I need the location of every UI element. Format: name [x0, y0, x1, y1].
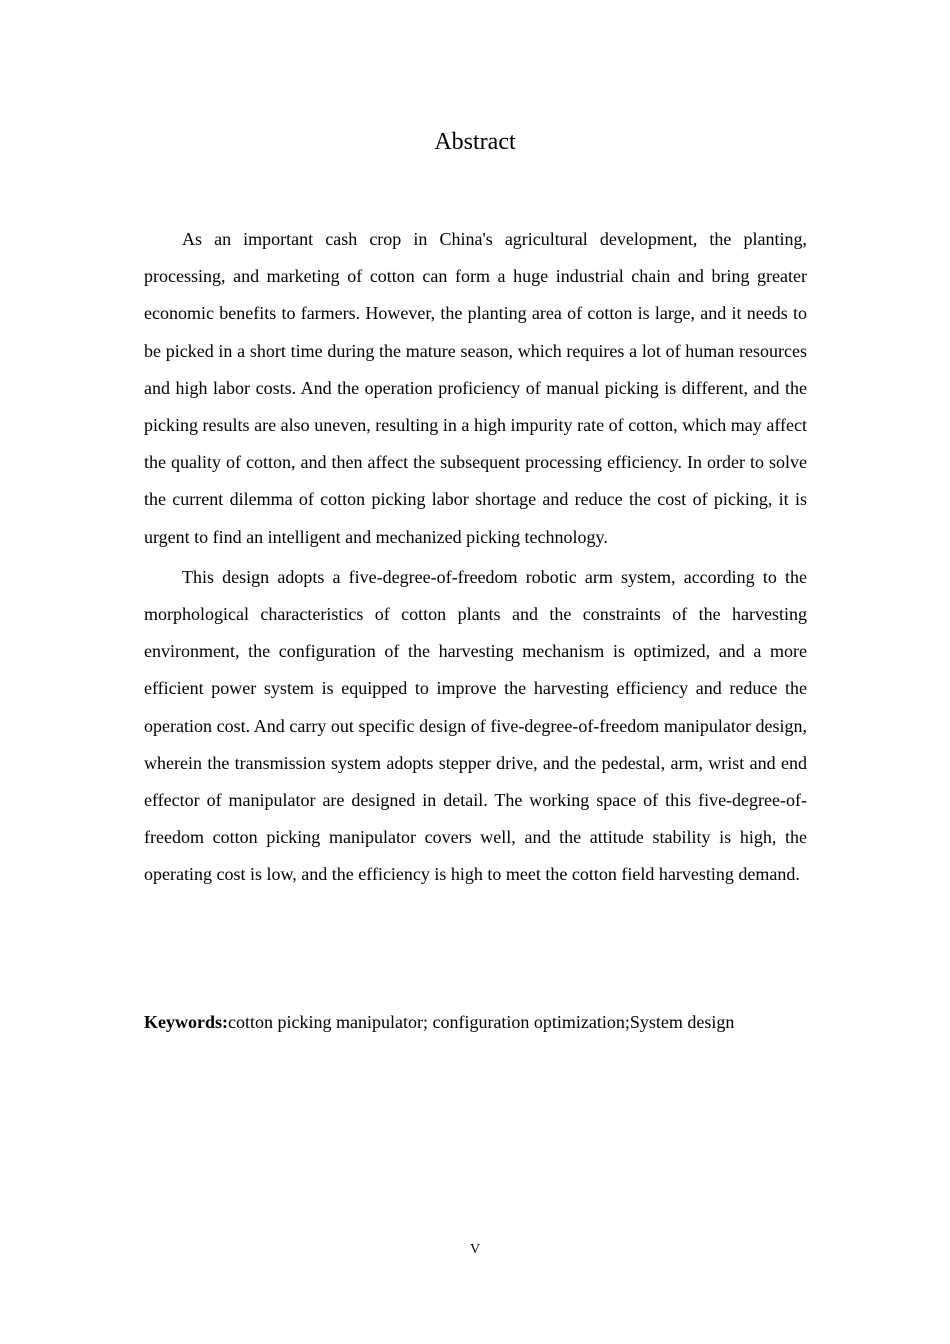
keywords-text: cotton picking manipulator; configuration optimization;System design: [228, 1012, 735, 1032]
abstract-paragraph-2: This design adopts a five-degree-of-freedom robotic arm system, according to the morphological characteristics of cotton plants and the constraints of the harvesting environment, the configuration of the harvesting mechanism is optimized, and a more efficient power system is equipped to improve the harvesting efficiency and reduce the operation cost. And carry out specific design of five-degree-of-freedom manipulator design, wherein the transmission system adopts stepper drive, and the pedestal, arm, wrist and end effector of manipulator are designed in detail. The working space of this five-degree-of-freedom cotton picking manipulator covers well, and the attitude stability is high, the operating cost is low, and the efficiency is high to meet the cotton field harvesting demand.: [144, 566, 807, 885]
page-number: V: [469, 1242, 481, 1257]
keywords-line: [144, 1006, 807, 1038]
keywords-label: Keywords:: [144, 1012, 228, 1032]
abstract-body: [144, 221, 807, 897]
page-title: Abstract: [434, 129, 516, 155]
abstract-paragraph-1: As an important cash crop in China's agricultural development, the planting, processing, and marketing of cotton can form a huge industrial chain and bring greater economic benefits to farmers. However, the planting area of cotton is large, and it needs to be picked in a short time during the mature season, which requires a lot of human resources and high labor costs. And the operation proficiency of manual picking is different, and the picking results are also uneven, resulting in a high impurity rate of cotton, which may affect the quality of cotton, and then affect the subsequent processing efficiency. In order to solve the current dilemma of cotton picking labor shortage and reduce the cost of picking, it is urgent to find an intelligent and mechanized picking technology.: [144, 229, 807, 547]
